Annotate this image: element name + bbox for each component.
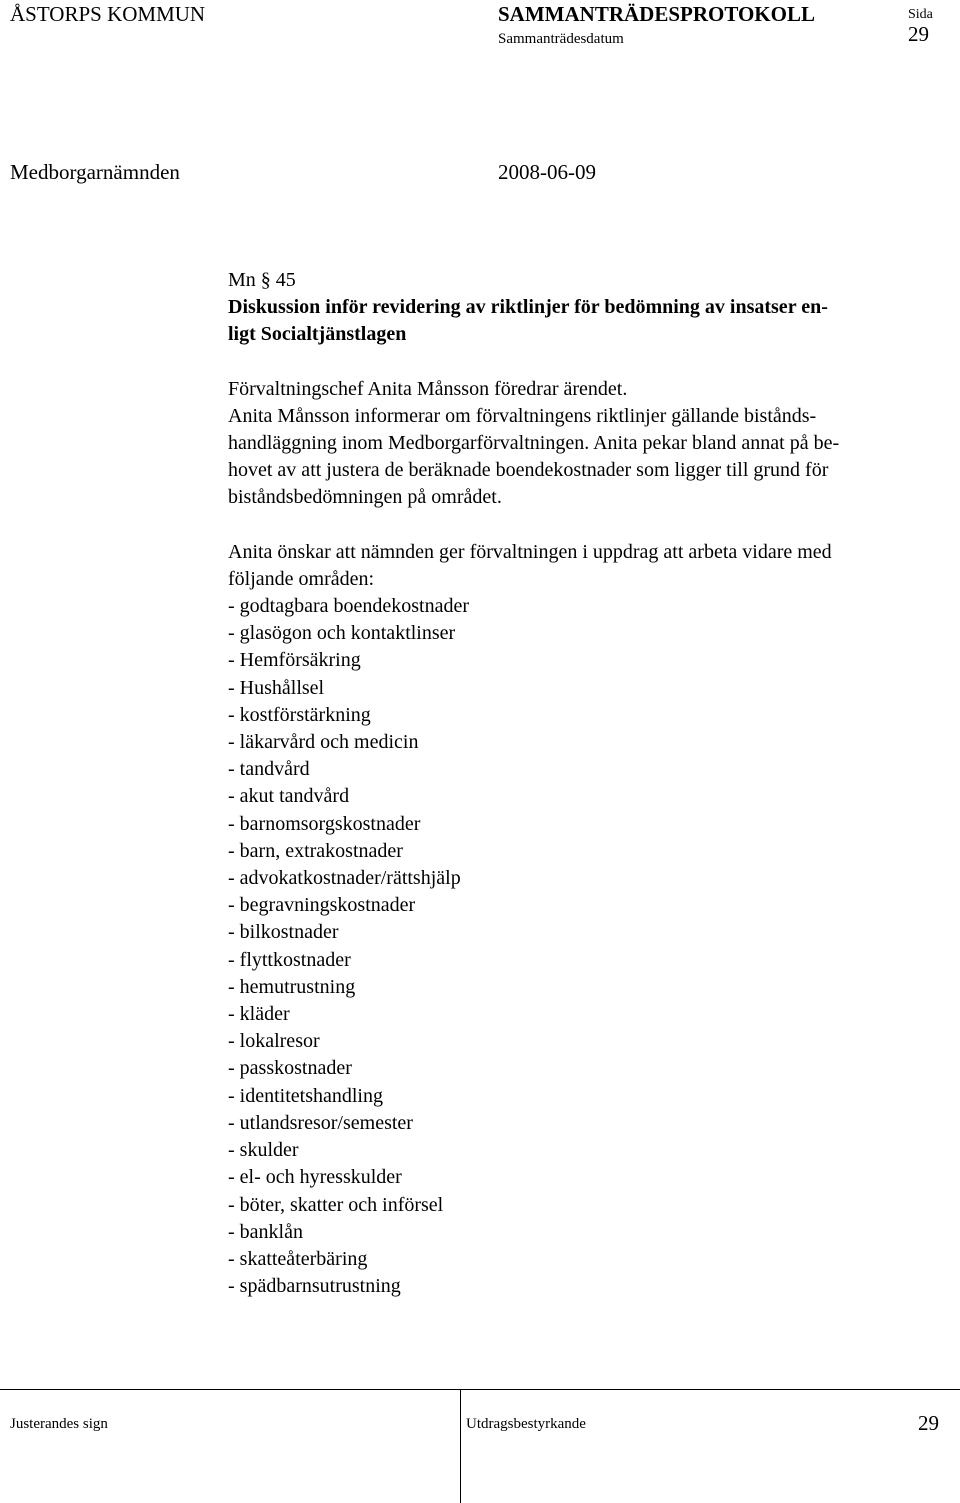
list-item: - glasögon och kontaktlinser [228, 622, 456, 645]
municipality-name: ÅSTORPS KOMMUN [10, 2, 206, 26]
section-heading [228, 294, 928, 348]
meeting-date: 2008-06-09 [498, 160, 596, 184]
list-item: - el- och hyresskulder [228, 1166, 402, 1189]
signature-label: Justerandes sign [10, 1416, 108, 1432]
list-item: - skulder [228, 1139, 299, 1162]
list-item: - banklån [228, 1220, 303, 1243]
committee-name: Medborgarnämnden [10, 160, 180, 184]
paragraph-presenter: Förvaltningschef Anita Månsson föredrar ärendet. [228, 377, 628, 400]
page-label: Sida [908, 7, 933, 22]
list-item: - barn, extrakostnader [228, 839, 403, 862]
list-item: - Hemförsäkring [228, 649, 361, 672]
list-item: - flyttkostnader [228, 948, 351, 971]
list-item: - akut tandvård [228, 785, 350, 808]
page-number: 29 [908, 22, 929, 46]
document-type: SAMMANTRÄDESPROTOKOLL [498, 2, 815, 26]
paragraph-line: biståndsbedömningen på området. [228, 486, 502, 509]
list-item: - kläder [228, 1003, 290, 1026]
meeting-date-label: Sammanträdesdatum [498, 31, 624, 47]
list-item: - kostförstärkning [228, 703, 371, 726]
list-item: - passkostnader [228, 1057, 352, 1080]
list-item: - utlandsresor/semester [228, 1111, 413, 1134]
footer-divider-horizontal [0, 1389, 960, 1390]
paragraph-line: Anita önskar att nämnden ger förvaltningen i uppdrag att arbeta vidare med [228, 540, 832, 563]
section-heading-line: Diskussion inför revidering av riktlinjer för bedömning av insatser en- [228, 296, 828, 319]
extract-certification-label: Utdragsbestyrkande [466, 1416, 586, 1432]
list-item: - advokatkostnader/rättshjälp [228, 867, 461, 890]
list-item: - bilkostnader [228, 921, 339, 944]
list-item: - spädbarnsutrustning [228, 1275, 401, 1298]
paragraph-information [228, 403, 928, 512]
list-item: - hemutrustning [228, 975, 356, 998]
paragraph-line: handläggning inom Medborgarförvaltningen. Anita pekar bland annat på be- [228, 432, 840, 455]
list-item: - godtagbara boendekostnader [228, 595, 470, 618]
paragraph-line: Anita Månsson informerar om förvaltningens riktlinjer gällande bistånds- [228, 404, 817, 427]
list-item: - barnomsorgskostnader [228, 812, 421, 835]
paragraph-line: följande områden: [228, 567, 375, 590]
paragraph-request [228, 539, 928, 593]
minutes-content [228, 267, 928, 1300]
paragraph-line: hovet av att justera de beräknade boendekostnader som ligger till grund för [228, 459, 829, 482]
list-item: - Hushållsel [228, 676, 325, 699]
list-item: - begravningskostnader [228, 894, 416, 917]
areas-list [228, 593, 928, 1300]
section-number: Mn § 45 [228, 269, 296, 291]
list-item: - läkarvård och medicin [228, 731, 419, 754]
footer-page-number: 29 [918, 1411, 939, 1435]
list-item: - skatteåterbäring [228, 1247, 368, 1270]
footer-divider-vertical [460, 1390, 461, 1503]
list-item: - böter, skatter och införsel [228, 1193, 444, 1216]
list-item: - tandvård [228, 758, 310, 781]
list-item: - lokalresor [228, 1030, 320, 1053]
section-heading-line: ligt Socialtjänstlagen [228, 323, 407, 346]
list-item: - identitetshandling [228, 1084, 383, 1107]
